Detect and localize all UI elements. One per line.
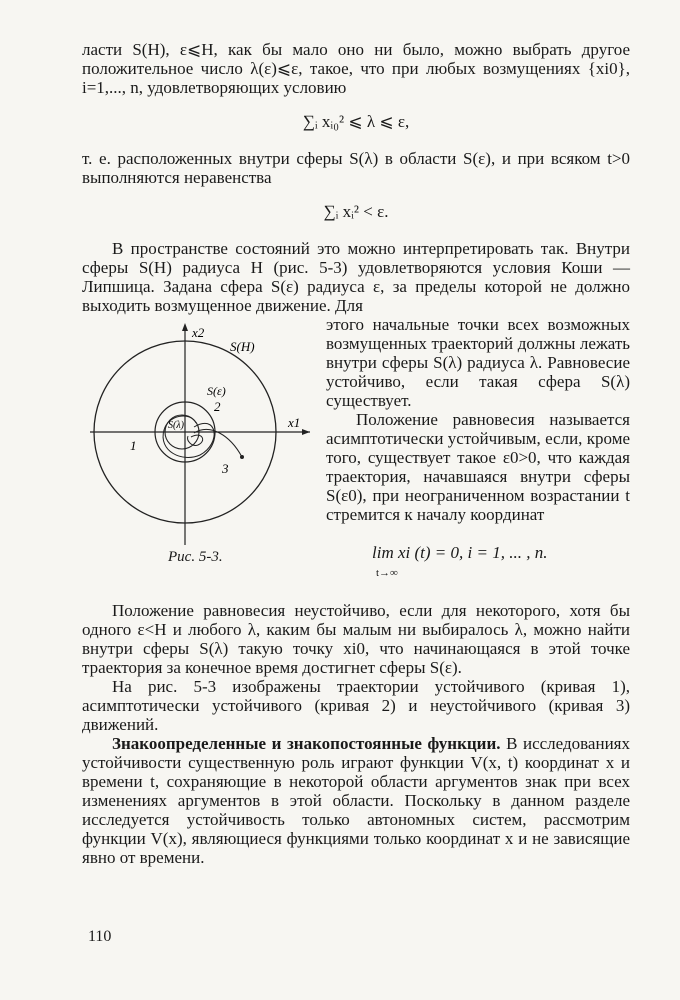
x1-label: x1 (288, 415, 301, 430)
page-number: 110 (88, 928, 112, 945)
Sl-label: S(λ) (168, 420, 184, 431)
paragraph-4: Положение равновесия неустойчиво, если для некоторого, хотя бы одного ε<H и любого λ, каким бы малым ни выбиралось λ, можно найти внутри сферы S(λ) такую точку xi0, что начинающаяся в этой точке траектория за конечное время достигнет сферы S(ε). (82, 601, 630, 677)
x2-label: x2 (192, 325, 205, 340)
x2-arrow-icon (182, 323, 188, 331)
formula-sum-trajectory: ∑ᵢ xᵢ² < ε. (323, 202, 389, 221)
paragraph-2: т. е. расположенных внутри сферы S(λ) в области S(ε), и при всяком t>0 выполняются неравенства (82, 149, 630, 187)
paragraph-6-text: В исследованиях устойчивости существенную роль играют функции V(x, t) координат x и времени t, сохраняющие в некоторой области аргументов знак при всех изменениях аргументов в этой области. Поскольку в данном разделе исследуется устойчивость только автономных систем, рассмотрим функции V(x), являющиеся функциями только координат x и не зависящие явно от времени. (82, 734, 630, 867)
curve-3-label: 3 (222, 461, 229, 476)
paragraph-1: ласти S(H), ε⩽H, как бы мало оно ни было, можно выбрать другое положительное число λ(ε)⩽ε, такое, что при любых возмущениях {xi0}, i=1,..., n, удовлетворяющих условию (82, 40, 630, 97)
limit-subscript: t→∞ (376, 567, 398, 579)
SH-label: S(H) (230, 339, 255, 354)
figure-with-text (82, 315, 630, 601)
section-heading: Знакоопределенные и знакопостоянные функции. (112, 734, 501, 753)
figure-caption: Рис. 5-3. (168, 549, 223, 565)
formula-sum-initial: ∑ᵢ xᵢ₀² ⩽ λ ⩽ ε, (302, 112, 410, 131)
trajectory-3-endpoint (240, 455, 244, 459)
trajectory-2 (188, 435, 203, 445)
curve-1-label: 1 (130, 438, 137, 453)
side-text (326, 315, 630, 524)
limit-formula: lim xi (t) = 0, i = 1, ... , n. (372, 543, 548, 562)
paragraph-3: В пространстве состояний это можно интерпретировать так. Внутри сферы S(H) радиуса H (рис. 5-3) удовлетворяются условия Коши — Липшица. Задана сфера S(ε) радиуса ε, за пределы которой не должно выходить возмущенное движение. Для (82, 239, 630, 315)
side-paragraph-2: Положение равновесия называется асимптотически устойчивым, если, кроме того, существует такое ε0>0, что каждая траектория, начавшаяся внутри сферы S(ε0), при неограниченном возрастании t стремится к началу координат (326, 410, 630, 524)
curve-2-label: 2 (214, 399, 221, 414)
paragraph-5: На рис. 5-3 изображены траектории устойчивого (кривая 1), асимптотически устойчивого (кривая 2) и неустойчивого (кривая 3) движений. (82, 677, 630, 734)
figure-5-3 (82, 315, 322, 565)
side-paragraph-1: этого начальные точки всех возможных возмущенных траекторий должны лежать внутри сферы S(λ) радиуса λ. Равновесие устойчиво, если такая сфера S(λ) существует. (326, 315, 630, 410)
page-body (82, 40, 630, 867)
x1-arrow-icon (302, 429, 310, 435)
paragraph-6 (82, 734, 630, 867)
Se-label: S(ε) (207, 384, 226, 398)
